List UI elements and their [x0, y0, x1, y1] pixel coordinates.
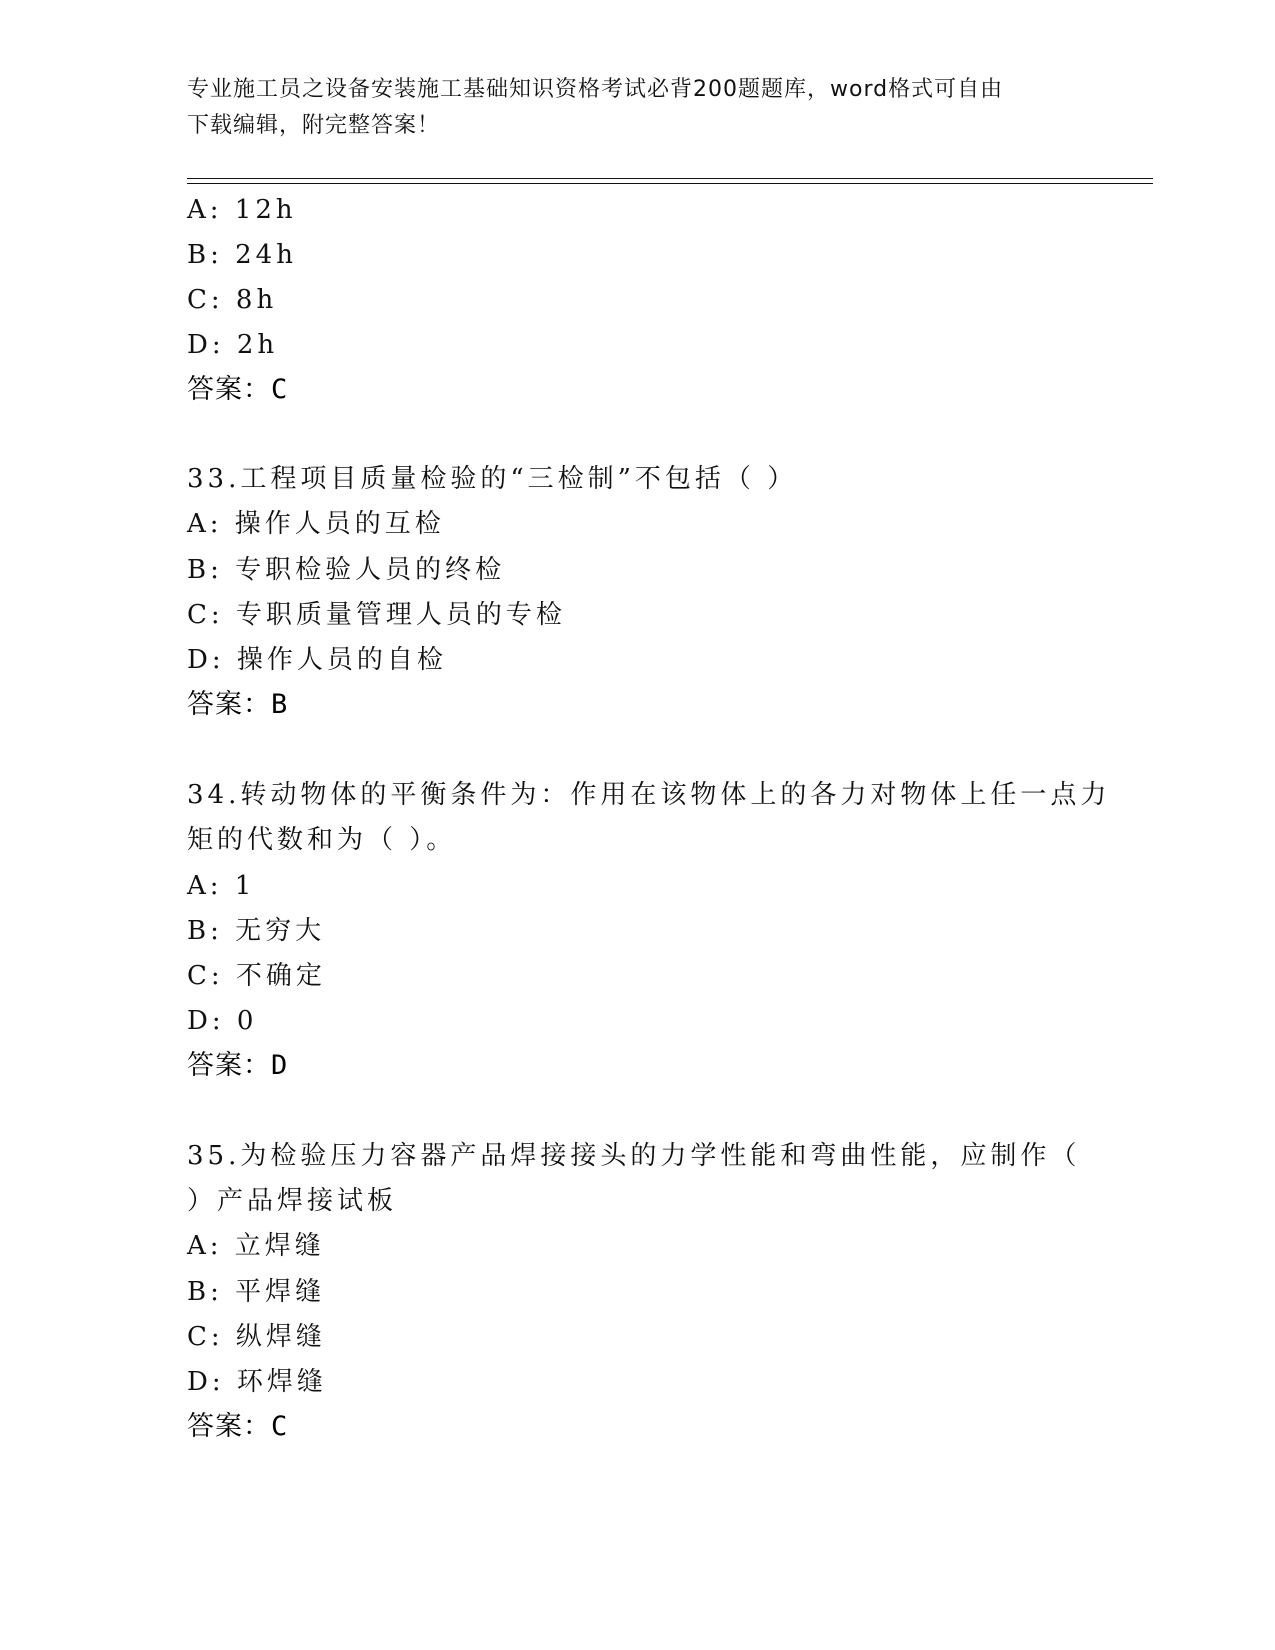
q32-option-d: D: 2h [187, 330, 279, 360]
answer-label: 答案： [187, 1050, 271, 1081]
q35-option-a: A: 立焊缝 [187, 1231, 325, 1261]
answer-value: C [271, 1411, 289, 1442]
q35-question-line-1: 35.为检验压力容器产品焊接接头的力学性能和弯曲性能，应制作（ [187, 1141, 1081, 1171]
q35-answer [187, 1404, 288, 1450]
answer-value: D [271, 1050, 289, 1081]
q33-option-c: C: 专职质量管理人员的专检 [187, 600, 566, 630]
answer-label: 答案： [187, 1411, 271, 1442]
header-title-line-1: 专业施工员之设备安装施工基础知识资格考试必背200题题库，word格式可自由 [187, 77, 1004, 102]
answer-label: 答案： [187, 374, 271, 405]
q34-option-a: A: 1 [187, 871, 256, 901]
q32-answer [187, 367, 288, 413]
q35-option-b: B: 平焊缝 [187, 1277, 326, 1307]
q34-answer [187, 1043, 288, 1089]
q32-option-a: A: 12h [187, 195, 297, 225]
q32-option-b: B: 24h [187, 240, 297, 270]
answer-value: C [271, 374, 289, 405]
header-title-line-2: 下载编辑，附完整答案！ [187, 113, 441, 138]
q32-option-c: C: 8h [187, 285, 278, 315]
header-divider-top [187, 178, 1153, 179]
answer-label: 答案： [187, 689, 271, 720]
q33-option-d: D: 操作人员的自检 [187, 645, 447, 675]
q35-option-d: D: 环焊缝 [187, 1367, 327, 1397]
q33-option-a: A: 操作人员的互检 [187, 509, 445, 539]
q34-option-d: D: 0 [187, 1006, 258, 1036]
document-header [187, 72, 1087, 144]
q35-question-line-2: ）产品焊接试板 [187, 1186, 398, 1216]
q35-option-c: C: 纵焊缝 [187, 1322, 326, 1352]
q34-question-line-1: 34.转动物体的平衡条件为：作用在该物体上的各力对物体上任一点力 [187, 780, 1111, 810]
answer-value: B [271, 689, 289, 720]
header-divider-bottom [187, 183, 1153, 184]
q33-question: 33.工程项目质量检验的“三检制”不包括（ ） [187, 464, 798, 494]
q33-answer [187, 682, 288, 728]
q34-question-line-2: 矩的代数和为（ ）。 [187, 825, 457, 855]
q33-option-b: B: 专职检验人员的终检 [187, 555, 506, 585]
q34-option-c: C: 不确定 [187, 961, 326, 991]
q34-option-b: B: 无穷大 [187, 916, 326, 946]
